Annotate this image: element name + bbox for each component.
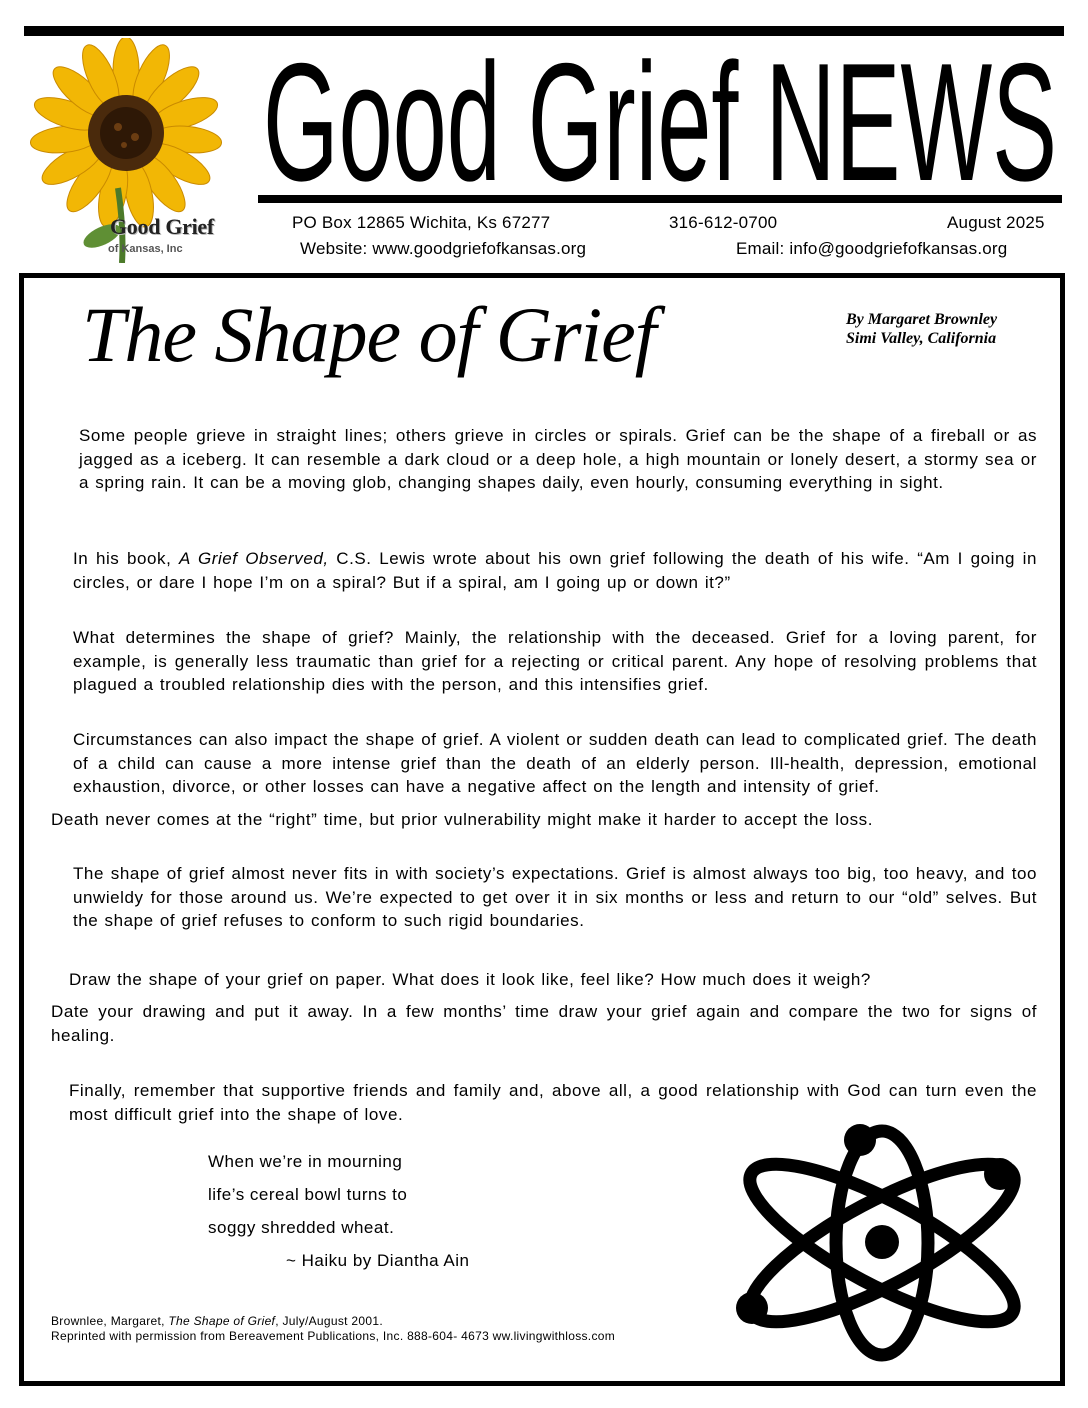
top-rule [24, 26, 1064, 36]
logo-subtitle: of Kansas, Inc [108, 243, 183, 255]
paragraph-4 [51, 728, 1037, 799]
paragraph-2-start: In his book, [73, 549, 180, 568]
citation-date: , July/August 2001. [275, 1314, 383, 1328]
paragraph-7 [51, 968, 1037, 992]
address: PO Box 12865 Wichita, Ks 67277 [292, 213, 551, 232]
book-title: A Grief Observed, [179, 549, 329, 568]
paragraph-4-text: Circumstances can also impact the shape of grief. A violent or sudden death can lead to complicated grief. The death of a child can cause a more intense grief than the death of an elderly person. Ill-health, depression, emotional exhaustion, divorce, or other losses can have a negative affect on the length and intensity of grief. [73, 730, 1037, 797]
paragraph-1 [51, 424, 1037, 495]
citation-author: Brownlee, Margaret, [51, 1314, 169, 1328]
haiku-attribution: ~ Haiku by Diantha Ain [286, 1251, 470, 1270]
haiku-line-3: soggy shredded wheat. [208, 1218, 395, 1237]
paragraph-2-text [51, 547, 1037, 594]
paragraph-1-text: Some people grieve in straight lines; others grieve in circles or spirals. Grief can be the shape of a fireball or as jagged as a iceberg. It can resemble a dark cloud or a deep hole, a high mountain or lonely desert, a stormy sea or a spring rain. It can be a moving glob, changing shapes daily, even hourly, consuming everything in sight. [79, 426, 1037, 493]
phone-number: 316-612-0700 [669, 213, 778, 232]
paragraph-5: Death never comes at the “right” time, but prior vulnerability might make it harder to accept the loss. [51, 810, 873, 829]
citation-line-1 [51, 1314, 383, 1328]
website-link[interactable]: Website: www.goodgriefofkansas.org [300, 239, 587, 258]
paragraph-3-text: What determines the shape of grief? Mainly, the relationship with the deceased. Grief for a loving parent, for example, is generally less traumatic than grief for a rejecting or critical parent. Any hope of resolving problems that plagued a troubled relationship dies with the person, and this intensifies grief. [73, 628, 1037, 695]
atom-symbol-icon [732, 1118, 1032, 1363]
paragraph-9-text: Finally, remember that supportive friends and family and, above all, a good relationship with God can turn even the most difficult grief into the shape of love. [69, 1081, 1037, 1124]
paragraph-8: Date your drawing and put it away. In a few months’ time draw your grief again and compare the two for signs of healing. [51, 1002, 1037, 1045]
paragraph-6 [51, 862, 1037, 933]
article-title: The Shape of Grief [82, 291, 656, 378]
logo-name: Good Grief [110, 214, 214, 239]
byline-location: Simi Valley, California [846, 330, 997, 347]
paragraph-2-end: C.S. Lewis wrote about his own grief following the death of his wife. “Am I going in circles, or dare I hope I’m on a spiral? But if a spiral, am I going up or down it?” [73, 549, 1037, 592]
byline-author: By Margaret Brownley [846, 311, 998, 328]
svg-text:Good Grief NEWS: Good Grief NEWS [263, 42, 1057, 194]
paragraph-7-text: Draw the shape of your grief on paper. What does it look like, feel like? How much does it weigh? [69, 970, 871, 989]
email-link[interactable]: Email: info@goodgriefofkansas.org [736, 239, 1008, 258]
paragraph-3 [51, 626, 1037, 697]
masthead-rule [258, 195, 1062, 203]
citation-line-2: Reprinted with permission from Bereavement Publications, Inc. 888-604- 4673 ww.livingwithloss.com [51, 1329, 616, 1343]
citation-title: The Shape of Grief [168, 1314, 276, 1328]
masthead-title [258, 42, 1062, 194]
paragraph-2 [51, 547, 1037, 594]
haiku-line-2: life’s cereal bowl turns to [208, 1185, 408, 1204]
issue-date: August 2025 [947, 213, 1045, 232]
byline [846, 310, 997, 348]
haiku-line-1: When we’re in mourning [208, 1152, 403, 1171]
paragraph-6-text: The shape of grief almost never fits in with society’s expectations. Grief is almost always too big, too heavy, and too unwieldy for those around us. We’re expected to get over it in six months or less and return to our “old” selves. But the shape of grief refuses to conform to such rigid boundaries. [73, 864, 1037, 931]
